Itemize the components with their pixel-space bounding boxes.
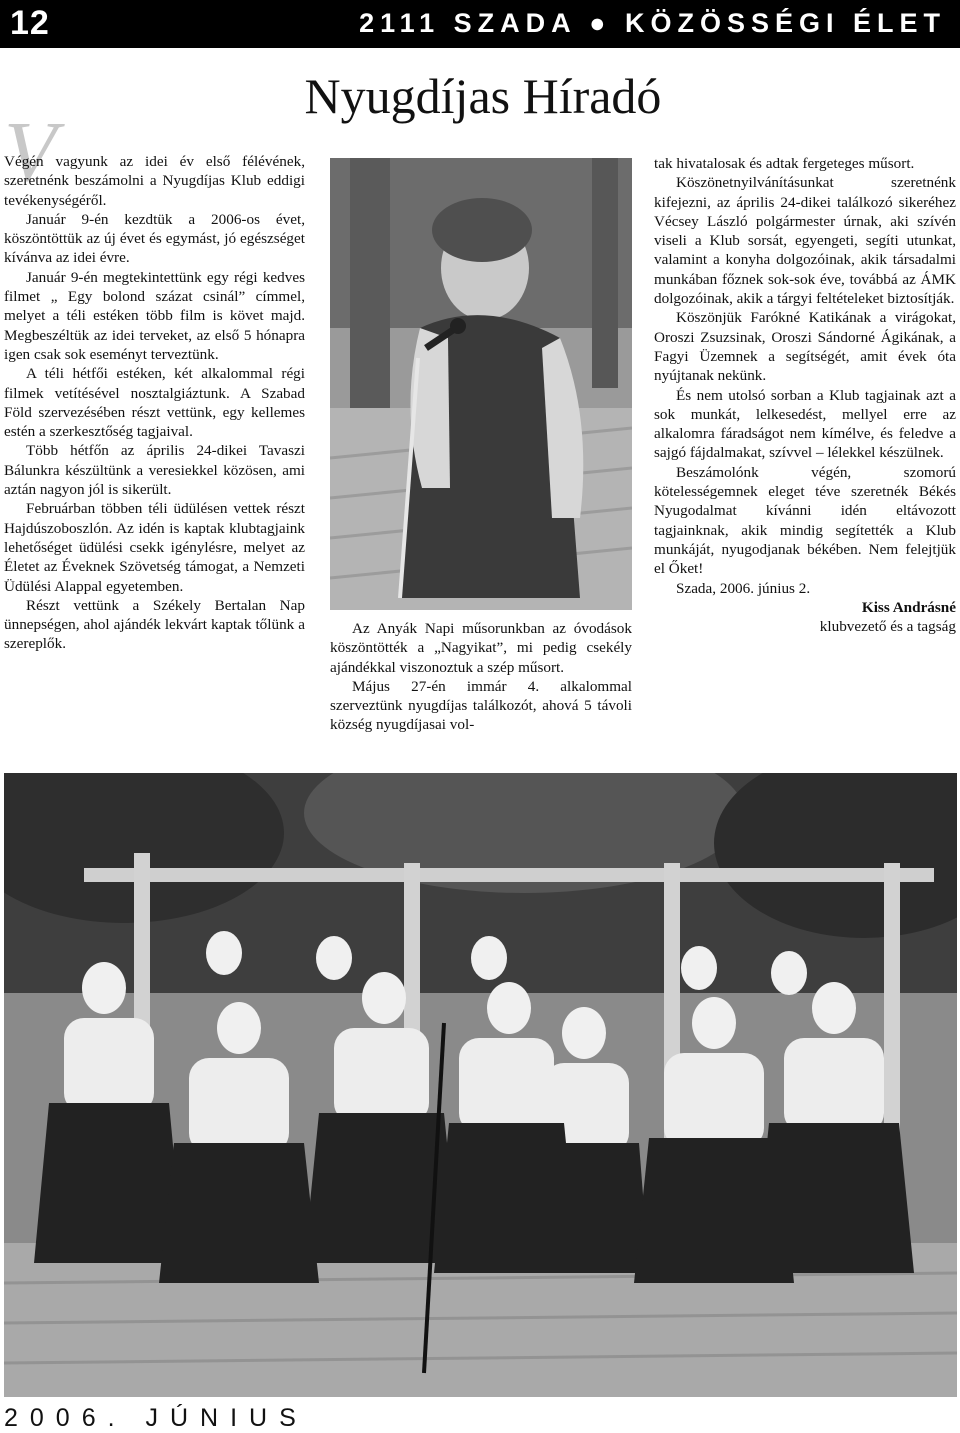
photo-choir-group <box>4 773 957 1397</box>
paragraph: Februárban többen téli üdülésen vettek részt Hajdúszoboszlón. Az idén is kaptak klubtagjaink lehetőséget üdülési csekk igénylésre, melyet az Életet az Éveknek Szövetség támogat, a Nemzeti Üdülési Alappal egyetemben. <box>4 500 305 595</box>
paragraph: Köszönjük Farókné Katikának a virágokat, Oroszi Zsuzsinak, Oroszi Sándorné Ágikának, a Fagyi Üzemnek a segítségét, amit évek óta nyújtanak nekünk. <box>654 309 956 385</box>
paragraph: Köszönetnyilvánításunkat szeretnénk kifejezni, az április 24-dikei találkozó sikeréhez Vécsey László polgármester úrnak, aki szívén viseli a Klub sorsát, egyengeti, segíti utunkat, valamint a konyha dolgozóinak, akik társadalmi munkában főznek sok-sok éve, továbbá az ÁMK dolgozóinak, akik a tárgyi feltételeket biztosítják. <box>654 174 956 308</box>
paragraph: Szada, 2006. június 2. <box>676 579 811 597</box>
paragraph: És nem utolsó sorban a Klub tagjainak azt a sok munkát, lelkesedést, mellyel erre az alkalomra fáradságot nem kímélve, és feledve a sajgó fájdalmakat, szívvel – lélekkel készülnek. <box>654 386 956 462</box>
paragraph: Az Anyák Napi műsorunkban az óvodások köszöntötték a „Nagyikat”, mi pedig csekély ajándékkal viszonoztuk a szép műsort. <box>330 620 632 676</box>
paragraph: Több hétfőn az április 24-dikei Tavaszi Bálunkra készültünk a veresiekkel közösen, ami aztán nagyon jól is sikerült. <box>4 442 305 499</box>
paragraph: Január 9-én megtekintettünk egy régi kedves filmet „ Egy bolond százat csinál” címmel, melyet a téli estéken több film is követ majd. Megbeszéltük az idei terveket, az első 5 hónapra igen csak sok eseményt terveztünk. <box>4 268 305 363</box>
paragraph: Május 27-én immár 4. alkalommal szerveztünk nyugdíjas találkozót, ahová 5 távoli község nyugdíjasai vol- <box>330 677 632 734</box>
page-header-bar <box>0 0 960 48</box>
issue-date: 2006. JÚNIUS <box>4 1404 308 1432</box>
paragraph: Beszámolónk végén, szomorú kötelességemnek eleget téve szeretnék Békés Nyugodalmat kívánni idén eltávozott tagjainknak, akik mindig segítették a Klub munkáját, nyugodjanak békében. Nem felejtjük el Őket! <box>654 463 956 578</box>
paragraph: tak hivatalosak és adtak fergeteges műsort. <box>654 155 915 172</box>
article-title: Nyugdíjas Híradó <box>304 68 662 124</box>
paragraph: Részt vettünk a Székely Bertalan Nap ünnepségen, ahol ajándék lekvárt kaptak tőlünk a szereplők. <box>4 596 305 653</box>
photo-singer-portrait <box>330 158 632 610</box>
section-title: 2111 SZADA ● KÖZÖSSÉGI ÉLET <box>359 8 946 38</box>
paragraph: Január 9-én kezdtük a 2006-os évet, köszöntöttük az új évet és egymást, jó egészséget kívánva az idei évre. <box>4 210 305 267</box>
article-column-3 <box>654 154 956 636</box>
signature-role: klubvezető és a tagság <box>819 618 956 636</box>
article-column-1 <box>4 152 305 654</box>
photo-choir-illustration <box>4 773 957 1397</box>
signature-name: Kiss Andrásné <box>861 598 956 616</box>
page-number: 12 <box>10 4 50 42</box>
photo-singer-illustration <box>330 158 632 610</box>
article-column-2 <box>330 619 632 735</box>
paragraph: Végén vagyunk az idei év első félévének, szeretnénk beszámolni a Nyugdíjas Klub eddigi tevékenységéről. <box>4 153 305 209</box>
paragraph: A téli hétfői estéken, két alkalommal régi filmek vetítésével nosztalgiáztunk. A Szabad Föld szervezésében részt vettünk, egy kellemes estén a szerkesztőség tagjaival. <box>4 365 305 441</box>
drop-cap: V <box>4 103 57 199</box>
